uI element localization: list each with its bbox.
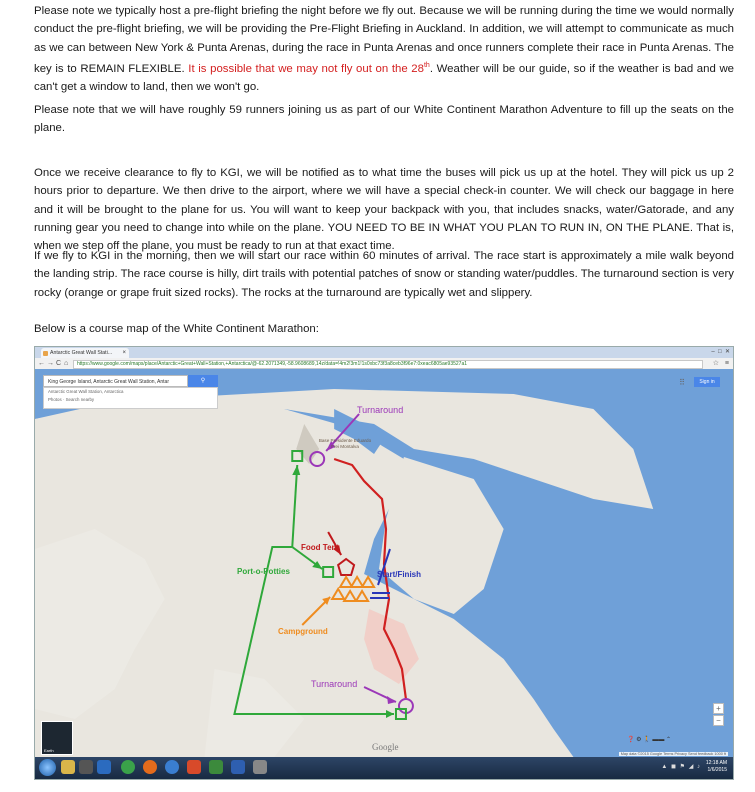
earth-view-toggle[interactable] (41, 721, 73, 755)
maps-favicon-icon (43, 351, 48, 356)
start-finish-label: Start/Finish (377, 570, 422, 579)
word-icon[interactable] (231, 760, 245, 774)
excel-icon[interactable] (209, 760, 223, 774)
window-controls[interactable]: – □ ✕ (711, 349, 730, 355)
menu-icon[interactable]: ≡ (724, 360, 729, 367)
explorer-icon[interactable] (61, 760, 75, 774)
place-label: Base Presidente Eduardo Frei Montalva (318, 438, 372, 449)
ie-icon[interactable] (97, 760, 111, 774)
windows-taskbar (35, 757, 733, 779)
campground-label: Campground (278, 627, 328, 636)
reload-icon[interactable]: C (56, 360, 62, 367)
paragraph-briefing (34, 2, 734, 96)
earth-label: Earth (44, 748, 54, 753)
tool-icon[interactable] (253, 760, 267, 774)
map-search-input[interactable]: King George Island, Antarctic Great Wall Station, Antar (43, 375, 188, 387)
briefing-text-end: . Weather will be our guide, so if the weather is bad and we can't get a window to land, then we won't go. (34, 62, 734, 93)
warning-text: It is possible that we may not fly out on the 28th (188, 61, 430, 75)
media-icon[interactable] (79, 760, 93, 774)
paragraph-clearance: Once we receive clearance to fly to KGI, we will be notified as to what time the buses will pick us up at the hotel. They will pick us up 2 hours prior to departure. We then drive to the airport, where we will have a special check-in counter. We will check our baggage in here and it will be brought to the plane for us. You will want to keep your backpack with you, that includes snacks, water/Gatorade, and any running gear you need to change into while on the plane. YOU NEED TO BE IN WHAT YOU PLAN TO RUN IN, ON THE PLANE. That is, when we step off the plane, you must be ready to run at that exact time. (34, 167, 734, 253)
taskbar-clock[interactable]: 12:18 AM 1/6/2015 (705, 760, 727, 773)
chrome-icon[interactable] (121, 760, 135, 774)
map-canvas[interactable] (35, 369, 733, 757)
map-controls[interactable]: ❓ ⚙ 🚶 ▬▬ ⌃ (627, 737, 672, 743)
search-icon[interactable]: ⚲ (188, 375, 218, 387)
turnaround-bottom-label: Turnaround (311, 679, 358, 689)
place-card-actions[interactable]: Photos · Search nearby (48, 397, 95, 402)
google-logo: Google (372, 742, 399, 752)
paragraph-map-intro: Below is a course map of the White Continent Marathon: (34, 323, 319, 335)
paragraph-race-start: If we fly to KGI in the morning, then we will start our race within 60 minutes of arrival. The race start is approximately a mile walk beyond the landing strip. The race course is hilly, dirt trails with potential patches of snow or standing water/puddles. The turnaround section is very rocky (orange or grape fruit sized rocks). The rocks at the turnaround are typically wet and slippery. (34, 250, 734, 299)
close-tab-icon[interactable]: × (122, 350, 126, 356)
zoom-out-button[interactable]: − (713, 715, 724, 726)
firefox-icon[interactable] (143, 760, 157, 774)
back-icon[interactable]: ← (38, 360, 45, 367)
system-tray[interactable]: ▲ ◼ ⚑ ◢ ♪ (661, 764, 701, 770)
course-map-screenshot (34, 346, 734, 780)
food-tent-label: Food Tent (301, 543, 340, 552)
paragraph-runners: Please note that we will have roughly 59 runners joining us as part of our White Continent Marathon Adventure to fill up the seats on the plane. (34, 104, 734, 135)
briefing-text: Please note we typically host a pre-flight briefing the night before we fly out. Because we will be running during the time we would normally conduct the pre-flight briefing, we will be providing the Pre-Flight Briefing in Auckland. In addition, we will attempt to communicate as much as we can between New York & Punta Arenas, during the race in Punta Arenas and once runners complete their race in Punta Arenas. The key is to REMAIN FLEXIBLE. (34, 5, 734, 75)
home-icon[interactable]: ⌂ (64, 360, 69, 367)
paint-icon[interactable] (187, 760, 201, 774)
browser-tab[interactable]: Antarctic Great Wall Stati... × (41, 348, 129, 358)
map-footer: Map data ©2015 Google Terms Privacy Send feedback 1000 ft (620, 752, 726, 756)
turnaround-top-label: Turnaround (357, 405, 404, 415)
star-icon[interactable]: ☆ (712, 360, 719, 367)
place-card-title: Antarctic Great Wall Station, Antarctica (48, 389, 124, 394)
forward-icon[interactable]: → (47, 360, 54, 367)
apps-grid-icon[interactable]: ⠿ (679, 378, 685, 387)
start-button[interactable] (39, 759, 56, 776)
browser-tab-bar (35, 347, 733, 358)
place-card[interactable] (43, 387, 218, 409)
port-o-potties-label: Port-o-Potties (237, 567, 290, 576)
browser-icon[interactable] (165, 760, 179, 774)
zoom-in-button[interactable]: + (713, 703, 724, 714)
sign-in-button[interactable]: Sign in (694, 377, 720, 387)
address-bar[interactable]: https://www.google.com/maps/place/Antarctic+Great+Wall+Station,+Antarctica/@-62.2071349,-58.9608689,14z/data=!4m2!3m1!1s0xbc73f3a8ceb3f96e7:0xeac6805ae93527a1 (73, 360, 703, 369)
